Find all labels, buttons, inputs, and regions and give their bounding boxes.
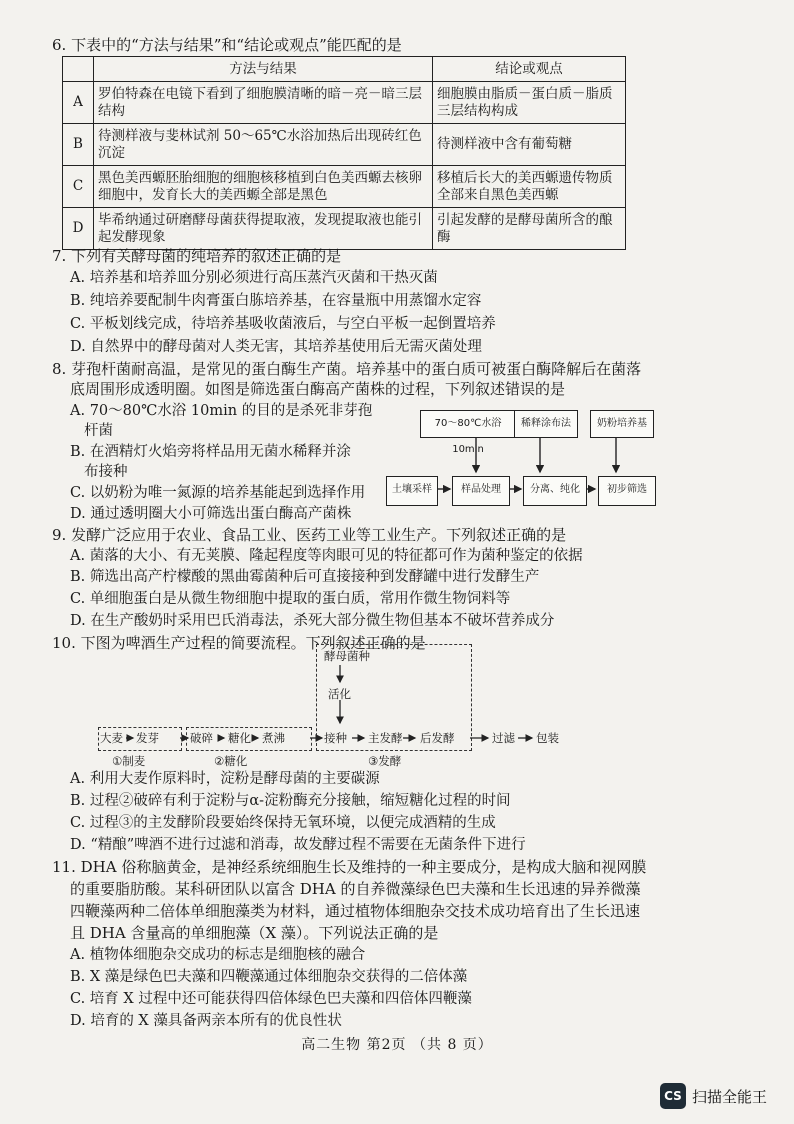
q10-label-saccharification: ②糖化 bbox=[214, 754, 248, 768]
q10-activation: 活化 bbox=[328, 687, 351, 701]
q8-option-c: C. 以奶粉为唯一氮源的培养基能起到选择作用 bbox=[70, 485, 366, 501]
q8-stem-line1: 8. 芽孢杆菌耐高温，是常见的蛋白酶生产菌。培养基中的蛋白质可被蛋白酶降解后在菌落 bbox=[52, 360, 642, 378]
watermark-text: 扫描全能王 bbox=[692, 1087, 768, 1106]
q10-inoculation: 接种 bbox=[324, 731, 347, 745]
q10-germination: 发芽 bbox=[136, 731, 159, 745]
table-cell-method: 黑色美西螈胚胎细胞的细胞核移植到白色美西螈去核卵细胞中，发育长大的美西螈全部是黑色 bbox=[94, 166, 433, 208]
q10-post-fermentation: 后发酵 bbox=[420, 731, 455, 745]
q10-label-fermentation: ③发酵 bbox=[368, 754, 402, 768]
q10-option-a: A. 利用大麦作原料时，淀粉是酵母菌的主要碳源 bbox=[70, 771, 380, 787]
table-header-row bbox=[63, 57, 626, 82]
flow-box-sample-processing: 样品处理 bbox=[452, 476, 510, 506]
q10-packaging: 包装 bbox=[536, 731, 559, 745]
table-cell-method: 罗伯特森在电镜下看到了细胞膜清晰的暗－亮－暗三层结构 bbox=[94, 82, 433, 124]
q10-boiling: 煮沸 bbox=[262, 731, 285, 745]
q8-option-a-cont: 杆菌 bbox=[84, 423, 113, 439]
q10-stem: 10. 下图为啤酒生产过程的简要流程。下列叙述正确的是 bbox=[52, 634, 426, 652]
flow-box-water-bath: 70～80℃水浴10min bbox=[420, 410, 516, 438]
flow-box-soil-sampling: 土壤采样 bbox=[386, 476, 438, 506]
table-cell-letter: D bbox=[63, 208, 94, 250]
q11-option-a: A. 植物体细胞杂交成功的标志是细胞核的融合 bbox=[70, 947, 366, 963]
table-cell-letter: B bbox=[63, 124, 94, 166]
flow-box-isolation-purification: 分离、纯化 bbox=[523, 476, 587, 506]
table-cell-method: 毕希纳通过研磨酵母菌获得提取液，发现提取液也能引起发酵现象 bbox=[94, 208, 433, 250]
q9-option-a: A. 菌落的大小、有无荚膜、隆起程度等肉眼可见的特征都可作为菌种鉴定的依据 bbox=[70, 548, 583, 564]
table-row bbox=[63, 82, 626, 124]
q10-label-malting: ①制麦 bbox=[112, 754, 146, 768]
q7-option-b: B. 纯培养要配制牛肉膏蛋白胨培养基，在容量瓶中用蒸馏水定容 bbox=[70, 293, 482, 309]
scanner-watermark bbox=[660, 1083, 767, 1109]
q7-stem: 7. 下列有关酵母菌的纯培养的叙述正确的是 bbox=[52, 247, 342, 265]
q9-stem: 9. 发酵广泛应用于农业、食品工业、医药工业等工业生产。下列叙述正确的是 bbox=[52, 526, 567, 544]
table-cell-conclusion: 引起发酵的是酵母菌所含的酿酶 bbox=[433, 208, 626, 250]
q8-option-b-cont: 布接种 bbox=[84, 464, 128, 480]
flow-box-milk-medium: 奶粉培养基 bbox=[590, 410, 654, 438]
q11-stem-line2: 的重要脂肪酸。某科研团队以富含 DHA 的自养微藻绿色巴夫藻和生长迅速的异养微藻 bbox=[70, 880, 641, 898]
q10-barley: 大麦 bbox=[100, 731, 123, 745]
table-row bbox=[63, 166, 626, 208]
q8-option-d: D. 通过透明圈大小可筛选出蛋白酶高产菌株 bbox=[70, 506, 352, 522]
q6-stem: 6. 下表中的“方法与结果”和“结论或观点”能匹配的是 bbox=[52, 36, 402, 54]
q11-option-c: C. 培育 X 过程中还可能获得四倍体绿色巴夫藻和四倍体四鞭藻 bbox=[70, 991, 472, 1007]
q8-option-b: B. 在酒精灯火焰旁将样品用无菌水稀释并涂 bbox=[70, 444, 351, 460]
q11-stem-line1: 11. DHA 俗称脑黄金，是神经系统细胞生长及维持的一种主要成分，是构成大脑和视网膜 bbox=[52, 858, 647, 876]
table-row bbox=[63, 124, 626, 166]
q7-option-a: A. 培养基和培养皿分别必须进行高压蒸汽灭菌和干热灭菌 bbox=[70, 270, 438, 286]
q8-option-a: A. 70～80℃水浴 10min 的目的是杀死非芽孢 bbox=[70, 403, 373, 419]
q7-option-c: C. 平板划线完成，待培养基吸收菌液后，与空白平板一起倒置培养 bbox=[70, 316, 496, 332]
table-cell-conclusion: 细胞膜由脂质－蛋白质－脂质三层结构构成 bbox=[433, 82, 626, 124]
q8-stem-line2: 底周围形成透明圈。如图是筛选蛋白酶高产菌株的过程，下列叙述错误的是 bbox=[70, 380, 566, 398]
q6-table bbox=[62, 56, 626, 250]
q10-filtration: 过滤 bbox=[492, 731, 515, 745]
q10-main-fermentation: 主发酵 bbox=[368, 731, 403, 745]
table-row bbox=[63, 208, 626, 250]
q10-yeast-strain: 酵母菌种 bbox=[324, 649, 370, 663]
q11-option-d: D. 培育的 X 藻具备两亲本所有的优良性状 bbox=[70, 1013, 342, 1029]
q11-stem-line3: 四鞭藻两种二倍体单细胞藻类为材料，通过植物体细胞杂交技术成功培育出了生长迅速 bbox=[70, 902, 641, 920]
table-cell-letter: A bbox=[63, 82, 94, 124]
table-header-cell: 方法与结果 bbox=[94, 57, 433, 82]
camscanner-logo-icon: CS bbox=[660, 1083, 686, 1109]
table-header-cell: 结论或观点 bbox=[433, 57, 626, 82]
table-cell-conclusion: 移植后长大的美西螈遗传物质全部来自黑色美西螈 bbox=[433, 166, 626, 208]
table-cell-letter: C bbox=[63, 166, 94, 208]
q10-option-b: B. 过程②破碎有利于淀粉与α-淀粉酶充分接触，缩短糖化过程的时间 bbox=[70, 793, 511, 809]
q9-option-b: B. 筛选出高产柠檬酸的黑曲霉菌种后可直接接种到发酵罐中进行发酵生产 bbox=[70, 569, 540, 585]
q10-option-c: C. 过程③的主发酵阶段要始终保持无氧环境，以便完成酒精的生成 bbox=[70, 815, 496, 831]
table-cell-method: 待测样液与斐林试剂 50～65℃水浴加热后出现砖红色沉淀 bbox=[94, 124, 433, 166]
q11-option-b: B. X 藻是绿色巴夫藻和四鞭藻通过体细胞杂交获得的二倍体藻 bbox=[70, 969, 468, 985]
page-footer: 高二生物 第2页 （共 8 页） bbox=[301, 1037, 493, 1053]
q10-crushing: 破碎 bbox=[190, 731, 213, 745]
table-cell-conclusion: 待测样液中含有葡萄糖 bbox=[433, 124, 626, 166]
q7-option-d: D. 自然界中的酵母菌对人类无害，其培养基使用后无需灭菌处理 bbox=[70, 339, 482, 355]
q9-option-c: C. 单细胞蛋白是从微生物细胞中提取的蛋白质，常用作微生物饲料等 bbox=[70, 591, 511, 607]
q11-stem-line4: 且 DHA 含量高的单细胞藻（X 藻）。下列说法正确的是 bbox=[70, 924, 439, 942]
table-header-cell bbox=[63, 57, 94, 82]
flow-box-dilution-plating: 稀释涂布法 bbox=[514, 410, 578, 438]
q10-saccharification: 糖化 bbox=[228, 731, 251, 745]
q10-option-d: D. “精酿”啤酒不进行过滤和消毒，故发酵过程不需要在无菌条件下进行 bbox=[70, 837, 526, 853]
flow-box-primary-screening: 初步筛选 bbox=[598, 476, 656, 506]
q9-option-d: D. 在生产酸奶时采用巴氏消毒法，杀死大部分微生物但基本不破坏营养成分 bbox=[70, 613, 555, 629]
